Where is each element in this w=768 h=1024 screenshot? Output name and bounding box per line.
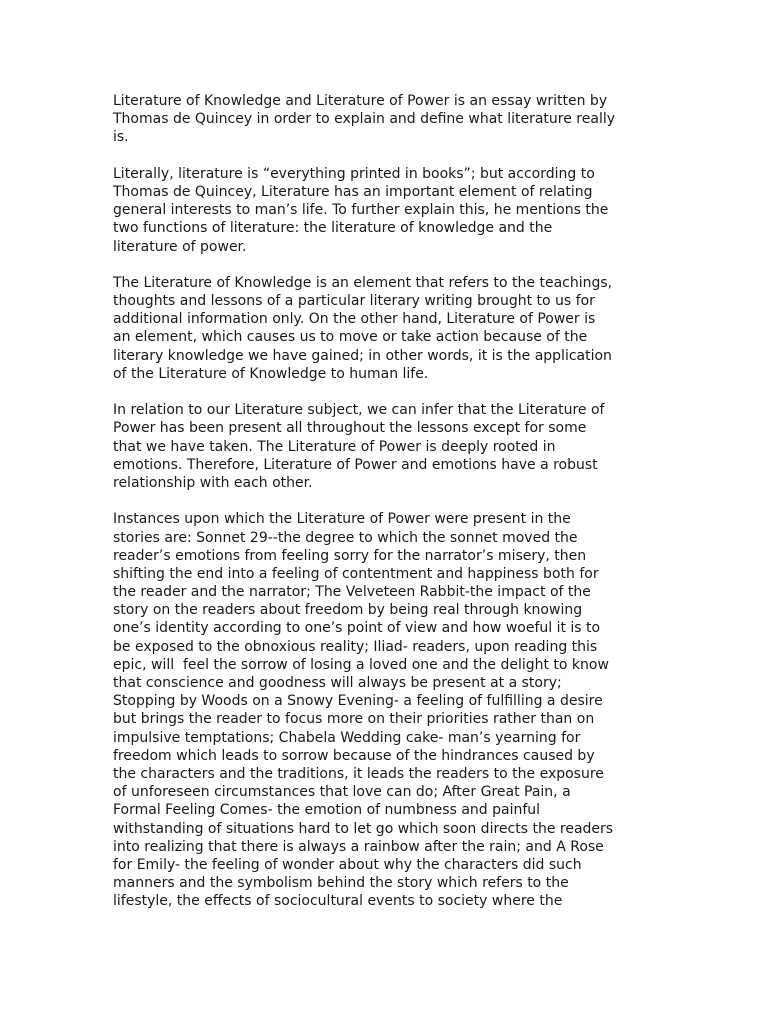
text-line: manners and the symbolism behind the story which refers to the xyxy=(113,875,569,892)
text-line: stories are: Sonnet 29--the degree to which the sonnet moved the xyxy=(113,529,578,546)
text-line: for Emily- the feeling of wonder about why the characters did such xyxy=(113,856,582,873)
text-line: story on the readers about freedom by being real through knowing xyxy=(113,602,583,619)
text-line: be exposed to the obnoxious reality; Iliad- readers, upon reading this xyxy=(113,638,598,655)
paragraph-4 xyxy=(113,401,661,492)
text-line: withstanding of situations hard to let go which soon directs the readers xyxy=(113,820,614,837)
text-line: an element, which causes us to move or take action because of the xyxy=(113,329,588,346)
text-line: general interests to man’s life. To further explain this, he mentions the xyxy=(113,202,609,219)
text-line: literary knowledge we have gained; in other words, it is the application xyxy=(113,347,612,364)
text-line: literature of power. xyxy=(113,238,247,255)
text-line: freedom which leads to sorrow because of the hindrances caused by xyxy=(113,747,595,764)
text-line: that we have taken. The Literature of Power is deeply rooted in xyxy=(113,438,556,455)
text-line: In relation to our Literature subject, we can infer that the Literature of xyxy=(113,402,605,419)
text-line: Formal Feeling Comes- the emotion of numbness and painful xyxy=(113,802,541,819)
paragraph-5 xyxy=(113,510,661,910)
text-line: into realizing that there is always a rainbow after the rain; and A Rose xyxy=(113,838,604,855)
text-line: that conscience and goodness will always be present at a story; xyxy=(113,675,562,691)
text-line: thoughts and lessons of a particular literary writing brought to us for xyxy=(113,293,595,310)
text-line: Thomas de Quincey, Literature has an important element of relating xyxy=(113,183,593,200)
text-line: the reader and the narrator; The Velveteen Rabbit-the impact of the xyxy=(113,584,591,601)
text-line: relationship with each other. xyxy=(113,474,313,491)
text-line: Literally, literature is “everything printed in books”; but according to xyxy=(113,165,595,182)
text-line: the characters and the traditions, it leads the readers to the exposure xyxy=(113,765,604,782)
text-line: of the Literature of Knowledge to human life. xyxy=(113,365,429,382)
text-line: epic, will feel the sorrow of losing a loved one and the delight to know xyxy=(113,656,609,673)
text-line: Literature of Knowledge and Literature of Power is an essay written by xyxy=(113,93,608,109)
text-line: one’s identity according to one’s point of view and how woeful it is to xyxy=(113,620,601,637)
text-line: is. xyxy=(113,129,129,146)
text-line: additional information only. On the other hand, Literature of Power is xyxy=(113,311,596,328)
paragraph-2 xyxy=(113,165,661,256)
text-line: lifestyle, the effects of sociocultural events to society where the xyxy=(113,893,563,910)
text-line: emotions. Therefore, Literature of Power and emotions have a robust xyxy=(113,456,598,473)
text-line: Instances upon which the Literature of Power were present in the xyxy=(113,511,571,528)
text-line: impulsive temptations; Chabela Wedding cake- man’s yearning for xyxy=(113,729,581,746)
paragraph-1 xyxy=(113,92,661,147)
text-line: Power has been present all throughout the lessons except for some xyxy=(113,420,587,437)
text-line: of unforeseen circumstances that love can do; After Great Pain, a xyxy=(113,784,571,801)
text-line: two functions of literature: the literature of knowledge and the xyxy=(113,220,553,237)
text-line: Stopping by Woods on a Snowy Evening- a feeling of fulfilling a desire xyxy=(113,693,603,710)
text-line: shifting the end into a feeling of contentment and happiness both for xyxy=(113,565,599,582)
text-line: Thomas de Quincey in order to explain and define what literature really xyxy=(113,111,616,128)
document-body xyxy=(113,92,661,929)
text-line: reader’s emotions from feeling sorry for the narrator’s misery, then xyxy=(113,547,587,564)
text-line: The Literature of Knowledge is an element that refers to the teachings, xyxy=(113,274,613,291)
text-line: but brings the reader to focus more on their priorities rather than on xyxy=(113,711,595,728)
paragraph-3 xyxy=(113,274,661,383)
